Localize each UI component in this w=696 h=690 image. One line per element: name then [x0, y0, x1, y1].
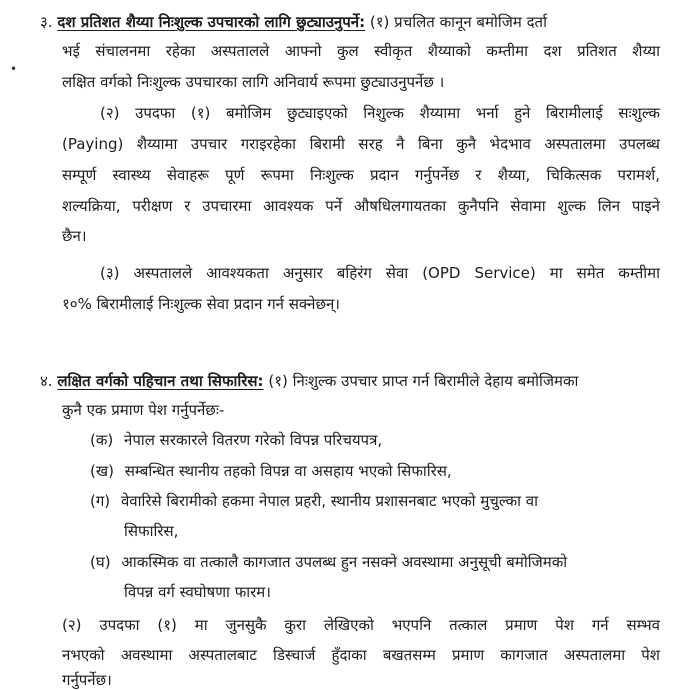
list-item — [90, 491, 660, 511]
section-3-number: ३. — [40, 13, 53, 31]
list-item-label: (घ) — [90, 553, 111, 571]
list-item — [90, 461, 452, 481]
section-4-para2-line: (२) उपदफा (१) मा जुनसुकै कुरा लेखिएको भएपनि तत्काल प्रमाण पेश गर्न सम्भव — [62, 616, 660, 634]
list-item-label: (क) — [90, 431, 114, 449]
section-4-para2-line: नभएको अवस्थामा अस्पतालबाट डिस्चार्ज हुँदाका बखतसम्म प्रमाण कागजात अस्पतालमा पेश — [62, 646, 660, 664]
section-3-para2-line: छैन। — [62, 227, 87, 245]
section-3-para3-line: १०% बिरामीलाई निःशुल्क सेवा प्रदान गर्न सक्नेछन्। — [62, 295, 340, 313]
section-3-line: (१) प्रचलित कानून बमोजिम दर्ता — [369, 13, 547, 31]
section-4-first-line — [40, 371, 660, 391]
section-4-line: कुनै एक प्रमाण पेश गर्नुपर्नेछः- — [62, 401, 225, 419]
list-item-continuation: विपन्न वर्ग स्वघोषणा फारम। — [124, 583, 271, 601]
section-3-para2-line: शल्यक्रिया, परीक्षण र उपचारमा आवश्यक पर्ने औषधिलगायतका कुनैपनि सेवामा शुल्क लिन पाइने — [62, 197, 660, 215]
section-4-para2-line: गर्नुपर्नेछ। — [62, 671, 112, 689]
section-3-line: लक्षित वर्गको निःशुल्क उपचारका लागि अनिवार्य रूपमा छुट्याउनुपर्नेछ । — [62, 73, 445, 91]
section-4-line: (१) निःशुल्क उपचार प्राप्त गर्न बिरामीले देहाय बमोजिमका — [268, 372, 579, 390]
section-3-para3-line: (३) अस्पतालले आवश्यकता अनुसार बहिरंग सेवा (OPD Service) मा समेत कम्तीमा — [100, 264, 660, 282]
list-item-label: (ग) — [90, 492, 111, 510]
list-item-text: आकस्मिक वा तत्कालै कागजात उपलब्ध हुन नसक्ने अवस्थामा अनुसूची बमोजिमको — [121, 553, 568, 571]
section-3-para2-line: (Paying) शैय्यामा उपचार गराइरहेका बिरामी सरह नै बिना कुनै भेदभाव अस्पतालमा उपलब्ध — [62, 135, 660, 153]
list-item-text: वेवारिसे बिरामीको हकमा नेपाल प्रहरी, स्थानीय प्रशासनबाट भएको मुचुल्का वा — [120, 492, 538, 510]
section-3-first-line — [40, 12, 660, 32]
section-4-number: ४. — [40, 372, 53, 390]
section-3-para2-line: सम्पूर्ण स्वास्थ्य सेवाहरू पूर्ण रूपमा निःशुल्क प्रदान गर्नुपर्नेछ र शैय्या, चिकित्सक परामर्श, — [62, 166, 660, 184]
margin-dot: • — [10, 62, 18, 76]
section-3-heading: दश प्रतिशत शैय्या निःशुल्क उपचारको लागि छुट्याउनुपर्ने: — [57, 13, 366, 31]
list-item — [90, 552, 660, 572]
list-item-text: नेपाल सरकारले वितरण गरेको विपन्न परिचयपत्र, — [124, 431, 383, 449]
section-4-heading: लक्षित वर्गको पहिचान तथा सिफारिस: — [57, 372, 264, 390]
list-item-continuation: सिफारिस, — [124, 522, 179, 540]
section-3-para2-line: (२) उपदफा (१) बमोजिम छुट्याइएको निशुल्क शैय्यामा भर्ना हुने बिरामीलाई सःशुल्क — [100, 104, 660, 122]
list-item-label: (ख) — [90, 462, 114, 480]
section-3-line: भई संचालनमा रहेका अस्पतालले आफ्नो कुल स्वीकृत शैय्याको कम्तीमा दश प्रतिशत शैय्या — [62, 42, 660, 60]
list-item-text: सम्बन्धित स्थानीय तहको विपन्न वा असहाय भएको सिफारिस, — [124, 462, 452, 480]
list-item — [90, 430, 382, 450]
